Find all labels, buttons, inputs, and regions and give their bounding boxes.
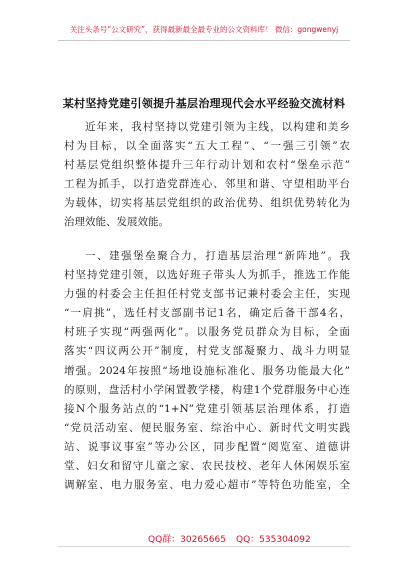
paragraph-line: 的原则，盘活村小学闲置教学楼，构建1个党群服务中心连 <box>64 383 350 396</box>
paragraph-line: 一、建强堡垒聚合力，打造基层治理“新阵地”。我 <box>85 250 350 262</box>
paragraph-line: 村为目标，以全面落实“五大工程”、“一强三引领”农 <box>64 140 350 153</box>
paragraph-line: 村基层党组织整体提升三年行动计划和农村“堡垒示范” <box>64 159 350 172</box>
paragraph-line: “一肩挑”，选任村支部副书记1名，确定后备干部4名， <box>64 307 350 320</box>
paragraph-line: 落实“四议两公开”制度，村党支部凝聚力、战斗力明显 <box>64 345 350 358</box>
footer-qq: QQ：535304092 <box>236 535 311 545</box>
paragraph-line: 村班子实现“两强两化”。以服务党员群众为目标，全面 <box>64 326 350 339</box>
header-banner: 关注头条号“公文研究”，获得最新最全最专业的公文资料库！ 微信：gongwenyj <box>69 25 339 34</box>
paragraph-line: 堂、妇女和留守儿童之家、农民技校、老年人休闲娱乐室 <box>64 460 350 473</box>
paragraph-line: 站、说事议事室”等办公区，同步配置“阅览室、道德讲 <box>64 440 350 453</box>
paragraph-line: 增强。2024年按照“场地设施标准化、服务功能最大化” <box>64 364 350 377</box>
paragraph-line: 近年来，我村坚持以党建引领为主线，以构建和美乡 <box>85 121 350 133</box>
paragraph-section-one <box>64 247 350 495</box>
header-divider <box>58 40 350 41</box>
paragraph-intro <box>64 118 350 233</box>
footer <box>0 532 408 552</box>
paragraph-line: 力强的村委会主任担任村党支部书记兼村委会主任，实现 <box>64 288 350 301</box>
paragraph-line: “党员活动室、便民服务室、综治中心、新时代文明实践 <box>64 421 350 434</box>
paragraph-line: 接N个服务站点的“1+N”党建引领基层治理体系，打造 <box>64 402 350 415</box>
paragraph-line: 治理效能、发展效能。 <box>64 216 169 229</box>
paragraph-line: 为载体，切实将基层党组织的政治优势、组织优势转化为 <box>64 197 350 210</box>
paragraph-line: 调解室、电力服务室、电力爱心超市”等特色功能室，全 <box>64 479 350 492</box>
paragraph-line: 村坚持党建引领，以选好班子带头人为抓手，推选工作能 <box>64 269 350 282</box>
footer-qq-group: QQ群：30265665 <box>148 535 226 545</box>
footer-divider <box>58 546 350 547</box>
paragraph-line: 工程为抓手，以打造党群连心、邻里和谐、守望相助平台 <box>64 178 350 191</box>
document-title: 某村坚持党建引领提升基层治理现代会水平经验交流材料 <box>62 97 346 110</box>
